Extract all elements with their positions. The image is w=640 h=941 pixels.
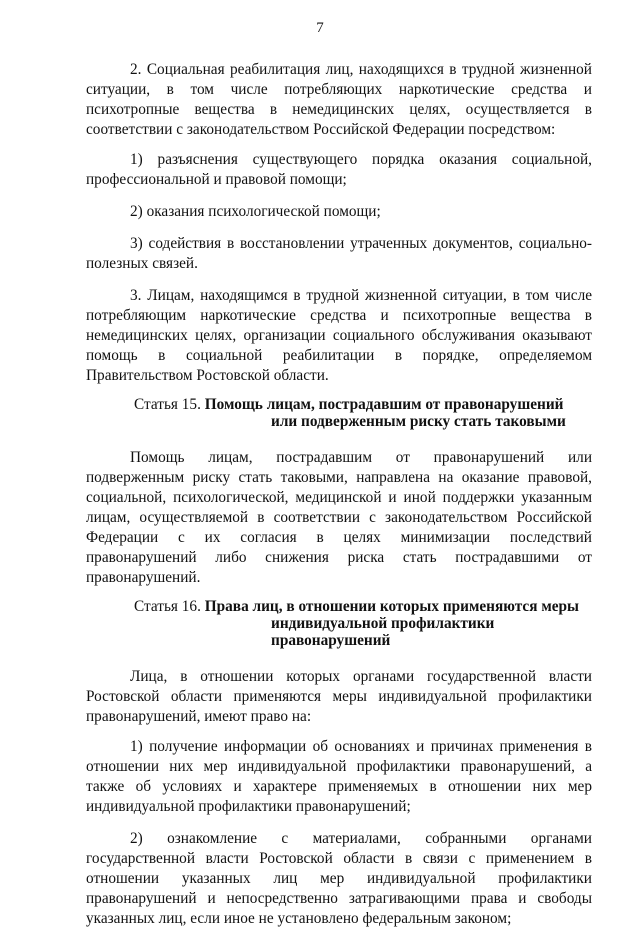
paragraph-social-rehabilitation: 2. Социальная реабилитация лиц, находящихся в трудной жизненной ситуации, в том числе потребляющих наркотические средства и психотропные вещества в немедицинских целях, осуществляется в соответствии с законодательством Российской Федерации посредством: [86,61,592,138]
article-15-heading [86,396,592,430]
article-16-title: Права лиц, в отношении которых применяются меры индивидуальной профилактики правонарушений [204,598,579,649]
article-16-label: Статья 16. [134,598,201,615]
article-16-heading [86,598,592,649]
paragraph-article-15: Помощь лицам, пострадавшим от правонарушений или подверженным риску стать таковыми, направлена на оказание правовой, социальной, психологической, медицинской и иной поддержки указанным лицам, осуществляемой в соответствии с законодательством Российской Федерации с их согласия в целях минимизации последствий правонарушений либо снижения риска стать пострадавшими от правонарушений. [86,449,592,586]
page-number: 7 [316,20,324,36]
list-item-psychological-help: 2) оказания психологической помощи; [130,203,381,220]
list-item-materials-right: 2) ознакомление с материалами, собранными органами государственной власти Ростовской области в связи с применением в отношении указанных лиц мер индивидуальной профилактики правонарушений и непосредственно затрагивающими права и свободы указанных лиц, если иное не установлено федеральным законом; [86,830,592,927]
article-15-label: Статья 15. [134,396,201,413]
list-item-documents-restoration: 3) содействия в восстановлении утраченных документов, социально-полезных связей. [86,235,592,272]
list-item-explanation: 1) разъяснения существующего порядка оказания социальной, профессиональной и правовой помощи; [86,151,592,188]
list-item-information-right: 1) получение информации об основаниях и причинах применения в отношении них мер индивидуальной профилактики правонарушений, а также об условиях и характере применяемых в отношении них мер индивидуальной профилактики правонарушений; [86,738,592,815]
document-body [86,60,592,941]
article-15-title: Помощь лицам, пострадавшим от правонарушений или подверженным риску стать таковыми [204,396,566,430]
paragraph-social-service-help: 3. Лицам, находящимся в трудной жизненной ситуации, в том числе потребляющим наркотические средства и психотропные вещества в немедицинских целях, организации социального обслуживания оказывают помощь в социальной реабилитации в порядке, определяемом Правительством Ростовской области. [86,287,592,384]
paragraph-article-16-intro: Лица, в отношении которых органами государственной власти Ростовской области применяются меры индивидуальной профилактики правонарушений, имеют право на: [86,668,592,725]
